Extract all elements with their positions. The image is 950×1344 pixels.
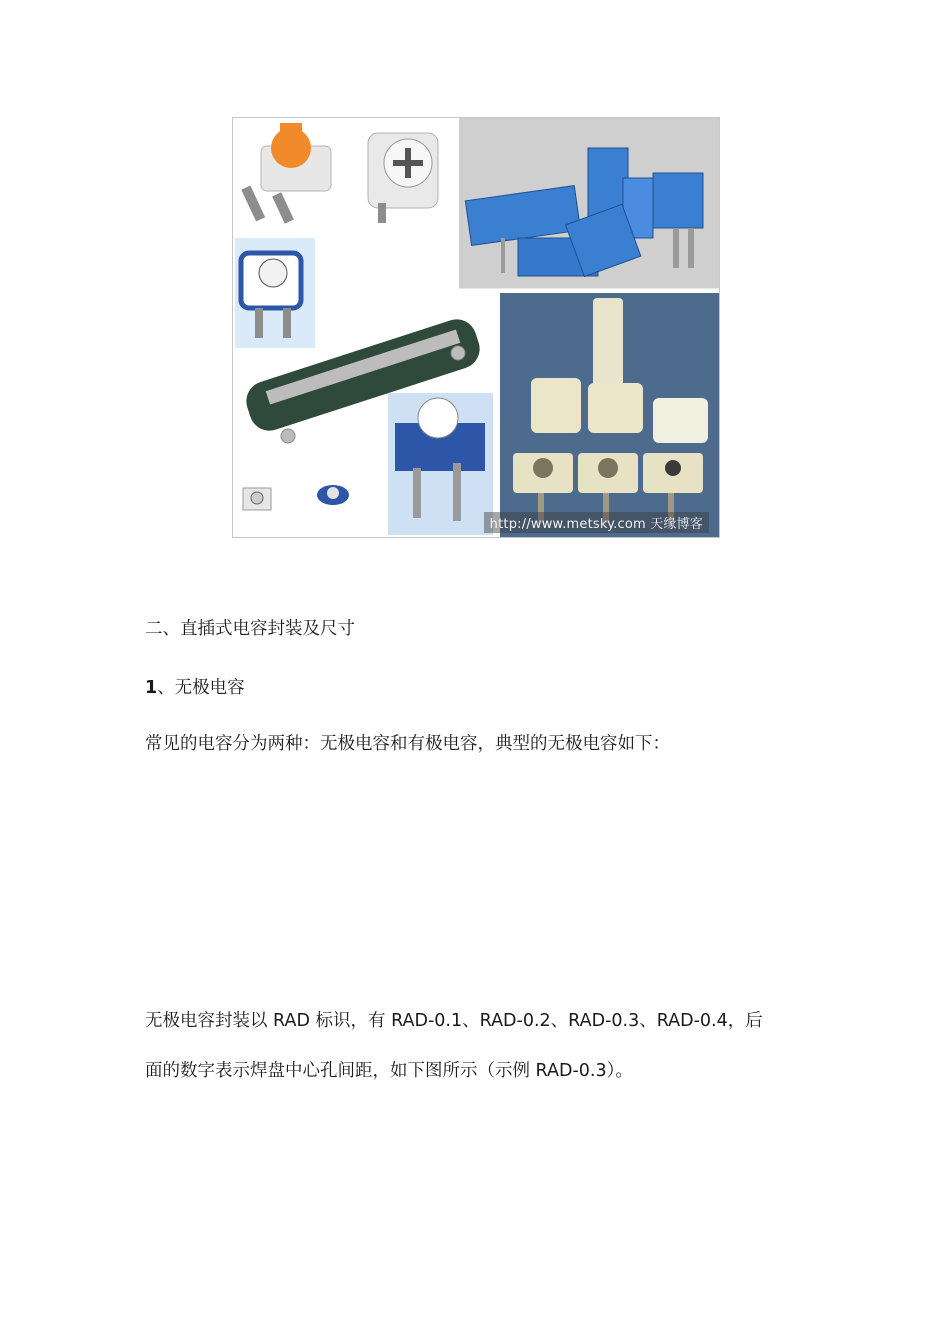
- subheading-number: 1: [145, 678, 158, 698]
- blue-trimmer-group: [458, 118, 719, 290]
- paragraph-intro: 常见的电容分为两种：无极电容和有极电容，典型的无极电容如下：: [145, 734, 670, 754]
- paragraph-rad-line1: 无极电容封装以 RAD 标识，有 RAD-0.1、RAD-0.2、RAD-0.3、RAD-0.4，后: [145, 1011, 763, 1031]
- white-adjustable-trimmers: [500, 293, 719, 537]
- subheading: [145, 676, 245, 700]
- paragraph-rad-line2: 面的数字表示焊盘中心孔间距，如下图所示（示例 RAD-0.3）。: [145, 1061, 633, 1081]
- photo-watermark: http://www.metsky.com 天缘博客: [484, 512, 709, 533]
- subheading-text: 、无极电容: [157, 678, 245, 698]
- potentiometer-photo-collage: [232, 117, 720, 538]
- white-trimmer-group: [233, 118, 458, 236]
- blue-white-trimmer: [388, 393, 493, 535]
- section-heading: 二、直插式电容封装及尺寸: [145, 619, 355, 639]
